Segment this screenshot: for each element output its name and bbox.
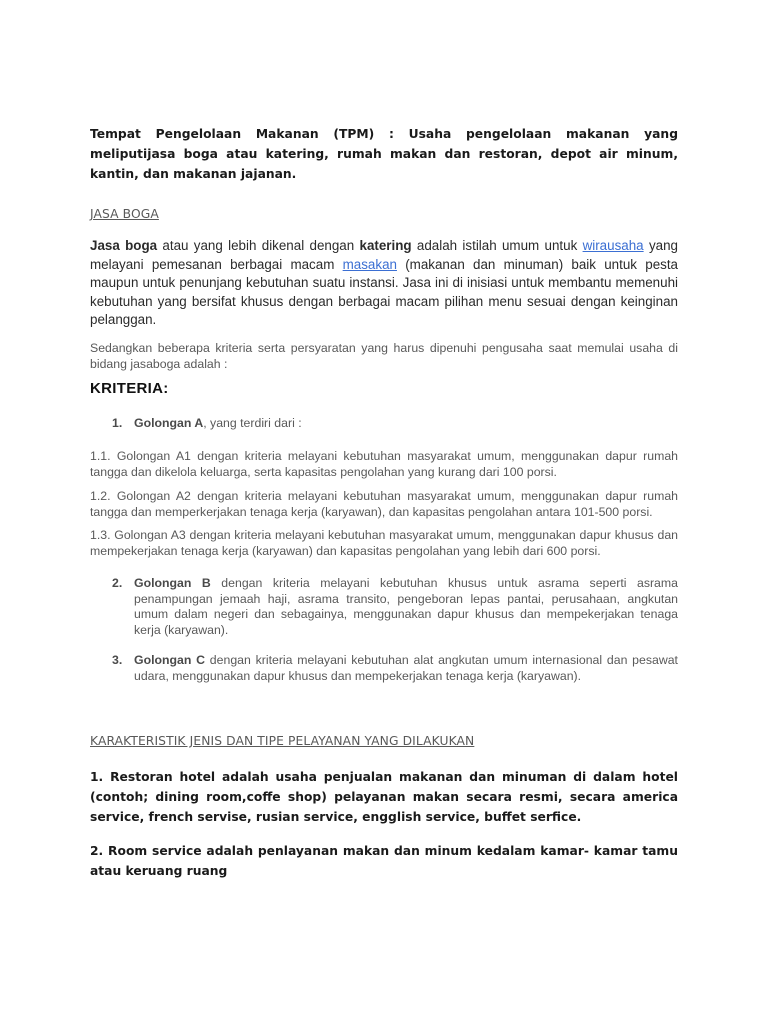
list-item-golongan-a: 1. Golongan A, yang terdiri dari :	[112, 416, 302, 430]
golongan-c-label: Golongan C	[134, 653, 206, 667]
sub-item-a1: 1.1. Golongan A1 dengan kriteria melayani kebutuhan masyarakat umum, menggunakan dapur rumah tangga dan dikelola keluarga, serta kapasitas pengolahan yang kurang dari 100 porsi.	[90, 449, 678, 479]
list-item-golongan-b: 2. Golongan B dengan kriteria melayani kebutuhan khusus untuk asrama seperti asrama penampungan jemaah haji, asrama transito, pengeboran lepas pantai, perusahaan, angkutan umum dalam negeri dan sebagainya, menggunakan dapur khusus dan mempekerjakan tenaga kerja (karyawan).	[112, 576, 678, 637]
jasa-boga-heading: JASA BOGA	[90, 207, 159, 221]
golongan-b-label: Golongan B	[134, 576, 211, 590]
list-number: 3.	[112, 653, 123, 667]
karakteristik-heading: KARAKTERISTIK JENIS DAN TIPE PELAYANAN YANG DILAKUKAN	[90, 734, 475, 748]
kriteria-heading: KRITERIA:	[90, 380, 169, 397]
sub-item-a2: 1.2. Golongan A2 dengan kriteria melayani kebutuhan masyarakat umum, menggunakan dapur rumah tangga dan memperkerjakan tenaga kerja (karyawan), dan kapasitas pengolahan antara 101-500 porsi.	[90, 489, 678, 519]
masakan-link[interactable]: masakan	[342, 256, 397, 272]
jasa-boga-term: Jasa boga	[90, 238, 158, 253]
restoran-hotel-paragraph: 1. Restoran hotel adalah usaha penjualan makanan dan minuman di dalam hotel (contoh; dining room,coffe shop) pelayanan makan secara resmi, secara america service, french servise, rusian service, engglish service, buffet serfice.	[90, 770, 678, 824]
room-service-paragraph: 2. Room service adalah penlayanan makan dan minum kedalam kamar- kamar tamu atau keruang ruang	[90, 844, 678, 878]
list-number: 2.	[112, 576, 123, 590]
list-item-golongan-c: 3. Golongan C dengan kriteria melayani kebutuhan alat angkutan umum internasional dan pesawat udara, menggunakan dapur khusus dan mempekerjakan tenaga kerja (karyawan).	[112, 653, 678, 683]
katering-term: katering	[359, 238, 412, 253]
wirausaha-link[interactable]: wirausaha	[582, 238, 644, 253]
intro-paragraph: Tempat Pengelolaan Makanan (TPM) : Usaha pengelolaan makanan yang meliputijasa boga atau katering, rumah makan dan restoran, depot air minum, kantin, dan makanan jajanan.	[90, 127, 678, 181]
sub-item-a3: 1.3. Golongan A3 dengan kriteria melayani kebutuhan masyarakat umum, menggunakan dapur khusus dan mempekerjakan tenaga kerja (karyawan) dan kapasitas pengolahan yang lebih dari 600 porsi.	[90, 528, 678, 558]
golongan-a-label: Golongan A	[134, 416, 204, 430]
jasa-boga-paragraph: Jasa boga atau yang lebih dikenal dengan katering adalah istilah umum untuk wirausaha yang melayani pemesanan berbagai macam masakan (makanan dan minuman) baik untuk pesta maupun untuk penunjang kebutuhan suatu instansi. Jasa ini di inisiasi untuk membantu memenuhi kebutuhan yang bersifat khusus dengan berbagai macam pilihan menu sesuai dengan keinginan pelanggan.	[90, 238, 679, 327]
list-number: 1.	[112, 416, 123, 430]
persyaratan-paragraph: Sedangkan beberapa kriteria serta persyaratan yang harus dipenuhi pengusaha saat memulai usaha di bidang jasaboga adalah :	[90, 341, 678, 371]
